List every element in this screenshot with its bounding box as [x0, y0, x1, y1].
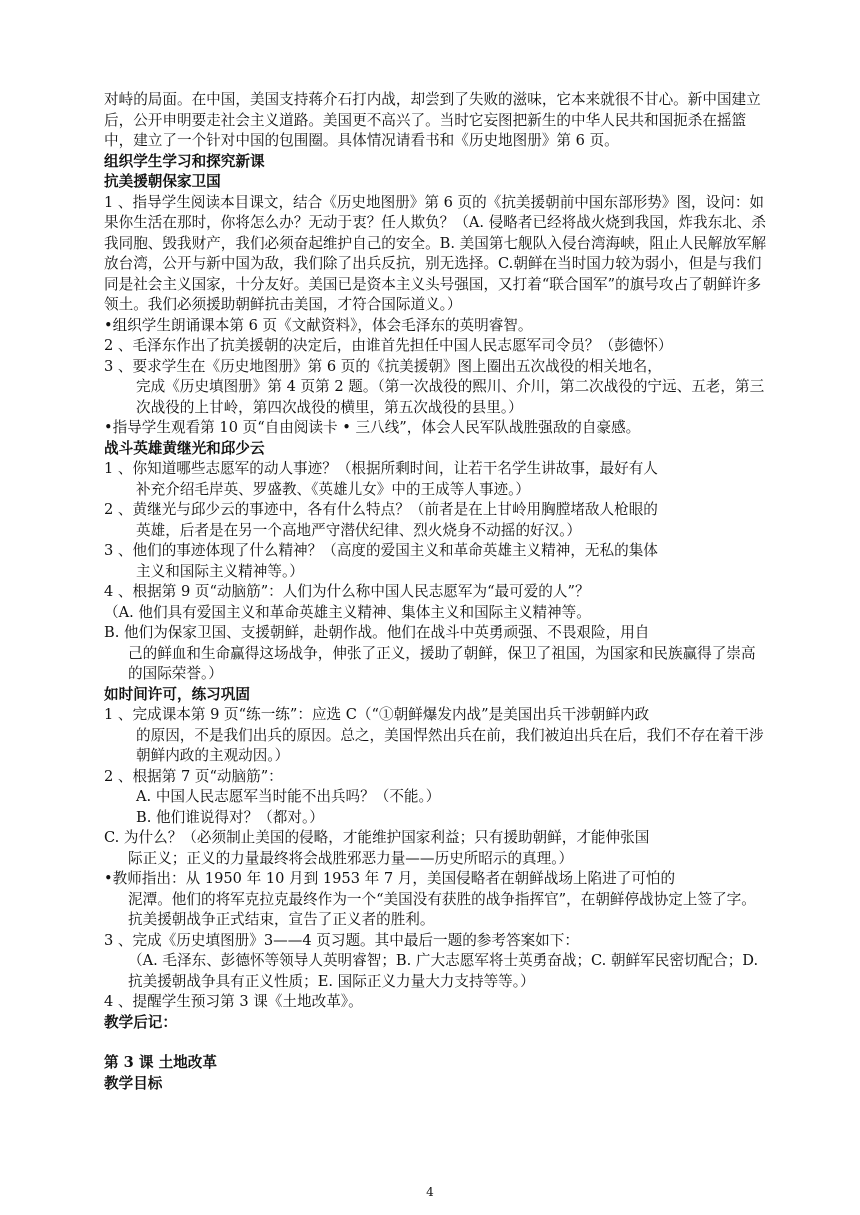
spacer	[104, 1033, 768, 1053]
heading-line: 抗美援朝保家卫国	[104, 173, 221, 190]
text-line: •组织学生朗诵课本第 6 页《文献资料》，体会毛泽东的英明睿智。	[104, 316, 533, 334]
text-line: 1 、指导学生阅读本目课文，结合《历史地图册》第 6 页的《抗美援朝前中国东部形势》图，设问：如果你生活在那时，你将怎么办？无动于衷？任人欺负？（A. 侵略者已经将战火烧到我国，炸我东北、杀我同胞、毁我财产，我们必须奋起维护自己的安全。B. 美国第七舰队入侵台湾海峡，阻止人民解放军解放台湾，公开与新中国为敌，我们除了出兵反抗，别无选择。C.朝鲜在当时国力较为弱小，但是与我们同是社会主义国家，十分友好。美国已是资本主义头号强国，又打着“联合国军”的旗号攻占了朝鲜许多领土。我们必须援助朝鲜抗击美国，才符合国际道义。）	[104, 193, 767, 313]
text-line: C. 为什么？（必须制止美国的侵略，才能维护国家利益；只有援助朝鲜，才能伸张国	[104, 829, 650, 846]
text-line: 4 、根据第 9 页“动脑筋”：人们为什么称中国人民志愿军为“最可爱的人”？	[104, 583, 590, 600]
heading-line: 战斗英雄黄继光和邱少云	[104, 439, 265, 457]
text-line: 的原因，不是我们出兵的原因。总之，美国悍然出兵在前，我们被迫出兵在后，我们不存在着干涉朝鲜内政的主观动因。）	[136, 726, 764, 764]
text-line: 2 、根据第 7 页“动脑筋”：	[104, 767, 283, 785]
text-line: 英雄，后者是在另一个高地严守潜伏纪律、烈火烧身不动摇的好汉。）	[136, 521, 582, 539]
text-line: •教师指出：从 1950 年 10 月到 1953 年 7 月，美国侵略者在朝鲜战场上陷进了可怕的	[104, 870, 676, 887]
text-line: B. 他们为保家卫国、支援朝鲜，赴朝作战。他们在战斗中英勇顽强、不畏艰险，用自	[104, 624, 650, 641]
document-body	[104, 90, 768, 1094]
text-line: 3 、要求学生在《历史地图册》第 6 页的《抗美援朝》图上圈出五次战役的相关地名，	[104, 357, 662, 375]
text-line: 2 、毛泽东作出了抗美援朝的决定后，由谁首先担任中国人民志愿军司令员？（彭德怀）	[104, 337, 673, 354]
text-line: 3 、他们的事迹体现了什么精神？（高度的爱国主义和革命英雄主义精神，无私的集体	[104, 542, 658, 559]
heading-line: 组织学生学习和探究新课	[104, 152, 265, 170]
text-line: 完成《历史填图册》第 4 页第 2 题。（第一次战役的熙川、介川，第二次战役的宁远、五老，第三次战役的上甘岭，第四次战役的横里，第五次战役的县里。）	[136, 378, 765, 416]
text-line: （A. 毛泽东、彭德怀等领导人英明睿智；B. 广大志愿军将士英勇奋战；C. 朝鲜军民密切配合；D. 抗美援朝战争具有正义性质；E. 国际正义力量大力支持等等。）	[128, 952, 759, 990]
text-line: 3 、完成《历史填图册》3——4 页习题。其中最后一题的参考答案如下：	[104, 931, 579, 949]
text-line: 对峙的局面。在中国，美国支持蒋介石打内战，却尝到了失败的滋味，它本来就很不甘心。新中国建立后，公开申明要走社会主义道路。美国更不高兴了。当时它妄图把新生的中华人民共和国扼杀在摇篮中，建立了一个针对中国的包围圈。具体情况请看书和《历史地图册》第 6 页。	[104, 91, 761, 149]
text-line: 补充介绍毛岸英、罗盛教、《英雄儿女》中的王成等人事迹。）	[136, 480, 531, 498]
heading-line: 如时间许可，练习巩固	[104, 685, 250, 703]
heading-line: 第 3 课 土地改革	[104, 1054, 217, 1071]
heading-line: 教学后记：	[104, 1013, 177, 1031]
text-line: 4 、提醒学生预习第 3 课《土地改革》。	[104, 993, 363, 1010]
text-line: 际正义；正义的力量最终将会战胜邪恶力量——历史所昭示的真理。）	[128, 849, 574, 867]
text-line: 1 、完成课本第 9 页“练一练”：应选 C（“①朝鲜爆发内战”是美国出兵干涉朝鲜内政	[104, 706, 650, 723]
text-line: B. 他们谁说得对？（都对。）	[136, 808, 324, 826]
text-line: •指导学生观看第 10 页“自由阅读卡 • 三八线”，体会人民军队战胜强敌的自豪感。	[104, 419, 641, 436]
text-line: 1 、你知道哪些志愿军的动人事迹？（根据所剩时间，让若干名学生讲故事，最好有人	[104, 460, 658, 477]
text-line: 泥潭。他们的将军克拉克最终作为一个“美国没有获胜的战争指挥官”，在朝鲜停战协定上签了字。抗美援朝战争正式结束，宣告了正义者的胜利。	[128, 890, 756, 928]
text-line: （A. 他们具有爱国主义和革命英雄主义精神、集体主义和国际主义精神等。	[104, 603, 591, 621]
text-line: 主义和国际主义精神等。）	[136, 562, 304, 580]
text-line: 2 、黄继光与邱少云的事迹中，各有什么特点？（前者是在上甘岭用胸膛堵敌人枪眼的	[104, 501, 658, 518]
text-line: 己的鲜血和生命赢得这场战争，伸张了正义，援助了朝鲜，保卫了祖国，为国家和民族赢得了崇高的国际荣誉。）	[128, 644, 756, 682]
text-line: A. 中国人民志愿军当时能不出兵吗？（不能。）	[136, 788, 441, 805]
heading-line: 教学目标	[104, 1074, 163, 1092]
page-number: 4	[426, 1185, 434, 1199]
